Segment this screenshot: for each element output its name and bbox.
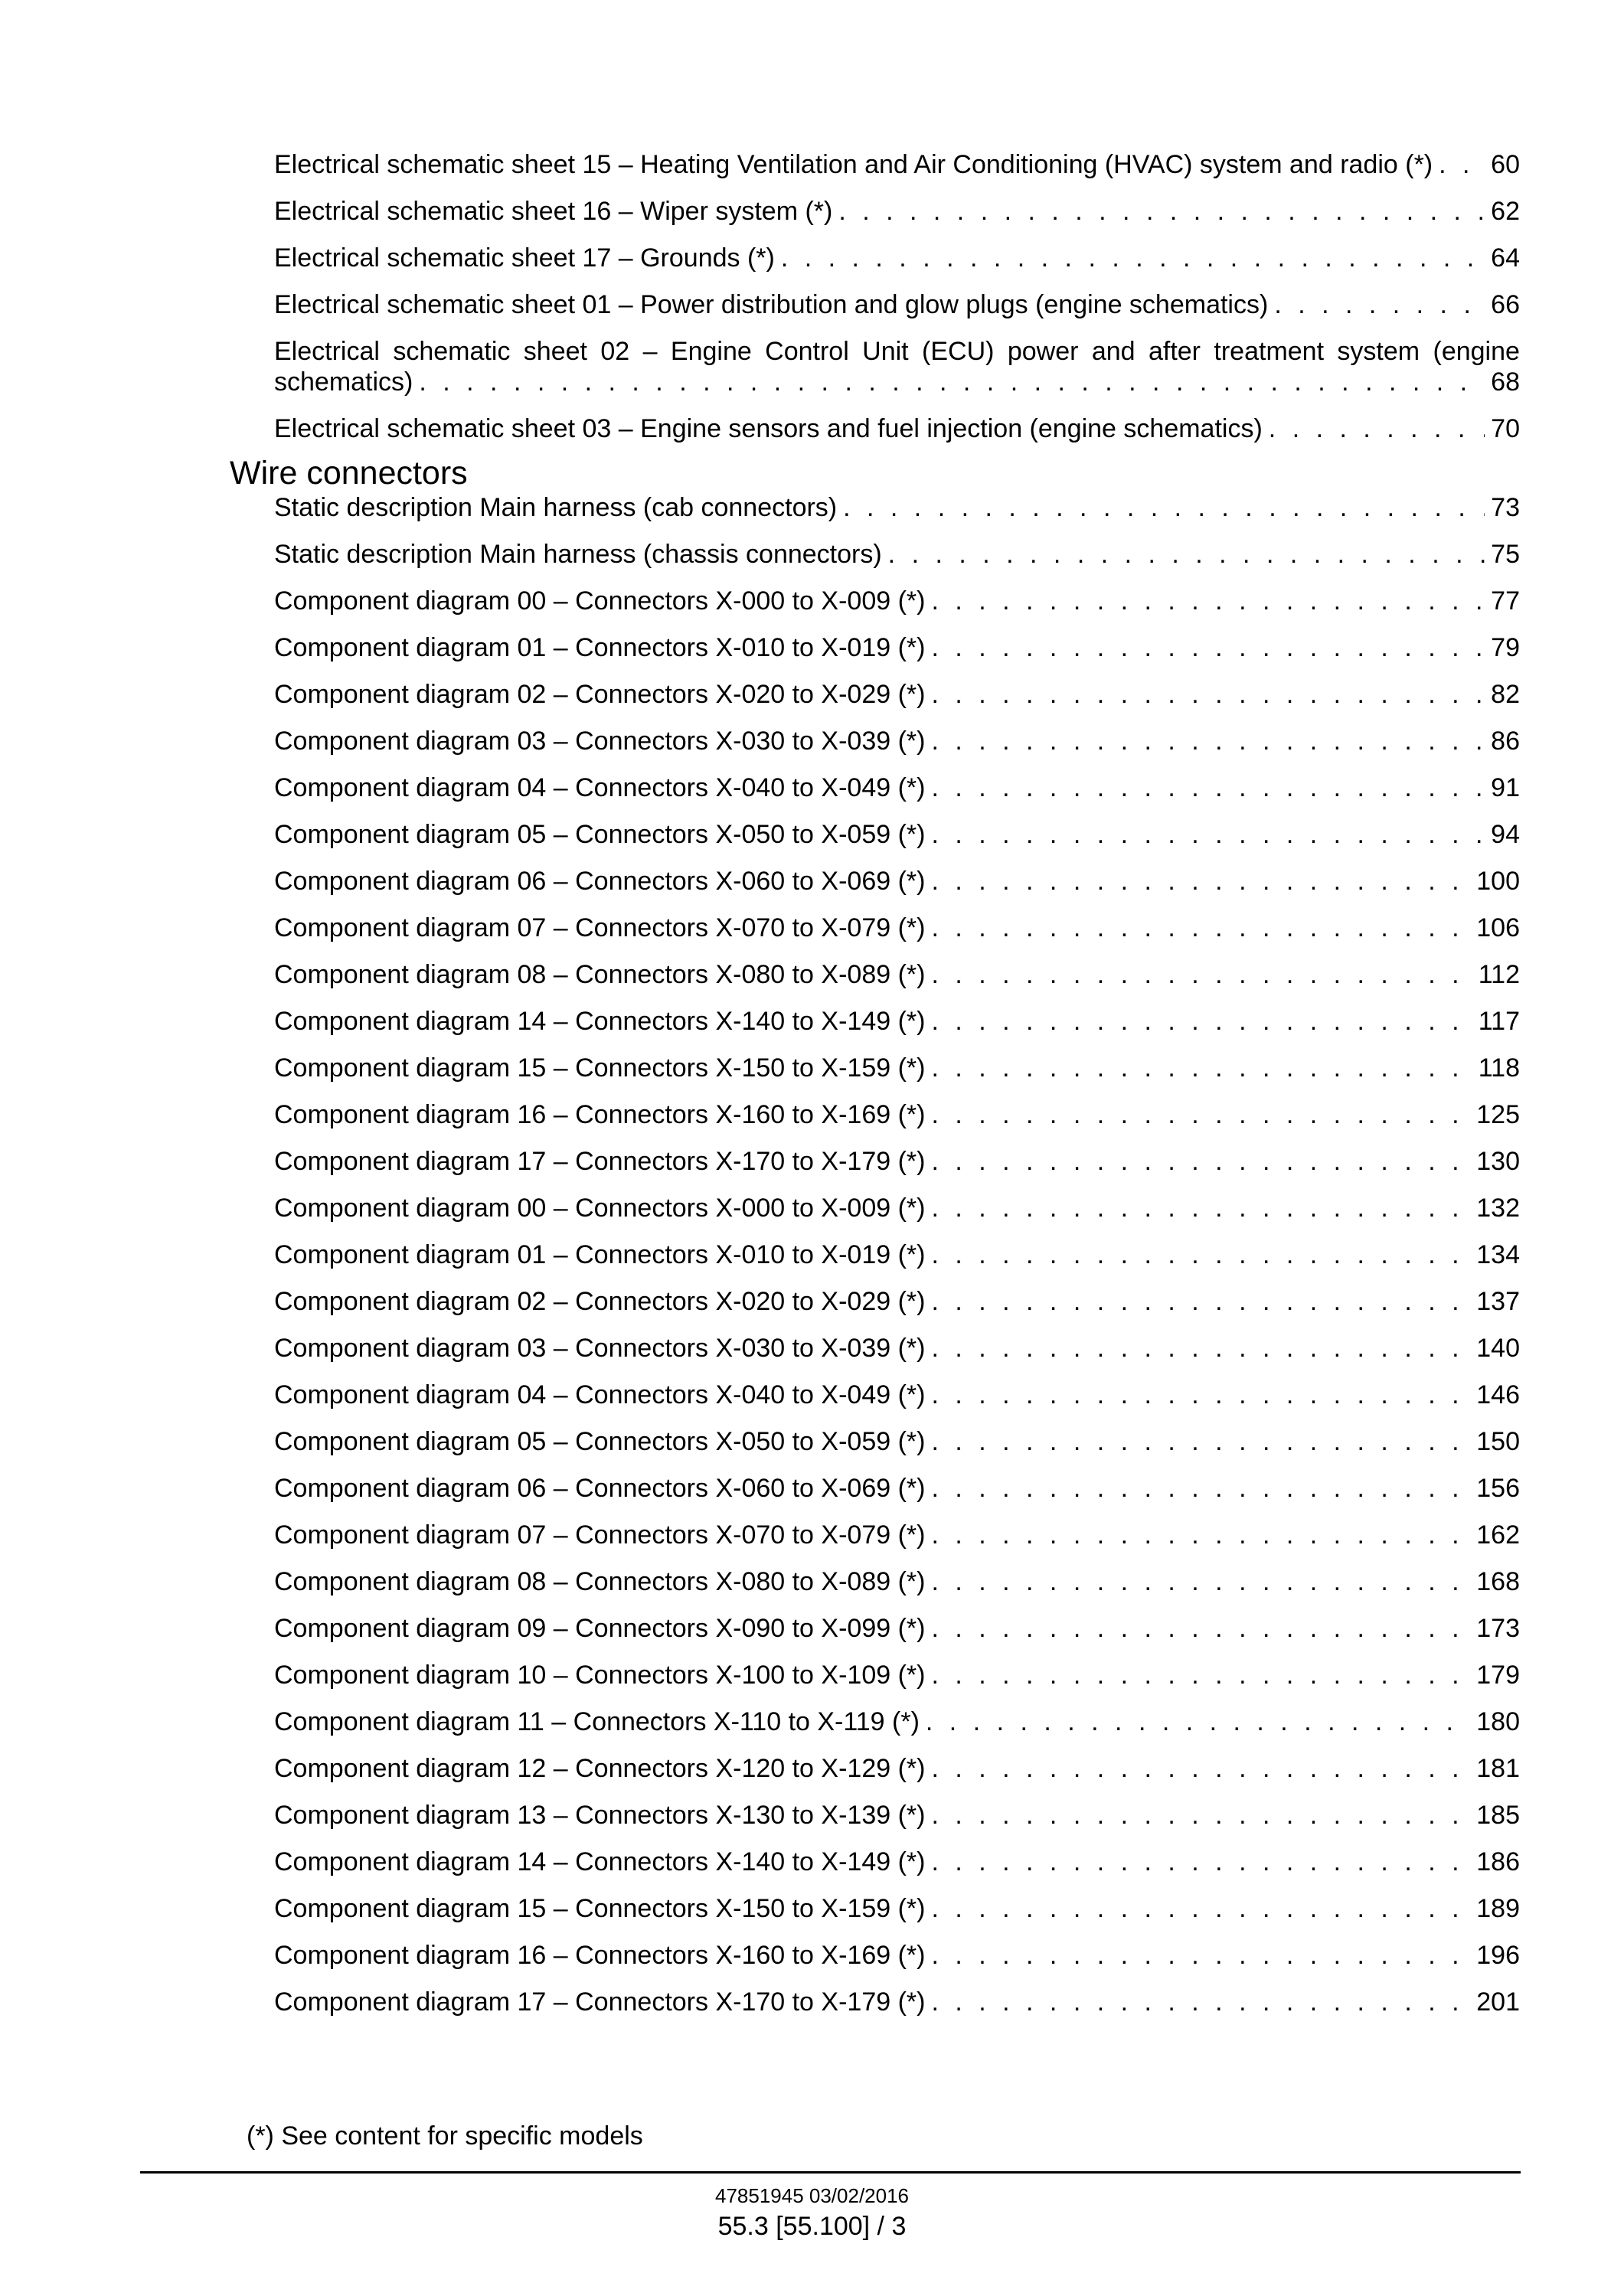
toc-entry[interactable]: [274, 959, 1520, 990]
toc-entry[interactable]: [274, 1099, 1520, 1130]
toc-entry[interactable]: [274, 1800, 1520, 1831]
toc-entry-page-number: 75: [1491, 540, 1520, 569]
toc-entry-title: Component diagram 16 – Connectors X-160 to X-169 (*): [274, 1100, 926, 1129]
toc-entry[interactable]: [274, 1239, 1520, 1270]
toc-entry[interactable]: [274, 539, 1520, 570]
toc-entry-title: Electrical schematic sheet 03 – Engine sensors and fuel injection (engine schematics): [274, 414, 1263, 443]
toc-entry-page-number: 82: [1491, 680, 1520, 709]
toc-entry[interactable]: [274, 1566, 1520, 1597]
toc-entry-title-word: Control: [765, 337, 849, 366]
toc-entry-page-number: 201: [1476, 1987, 1520, 2017]
toc-entry-page-number: 137: [1476, 1287, 1520, 1316]
toc-entry-title: Component diagram 14 – Connectors X-140 to X-149 (*): [274, 1007, 926, 1036]
toc-entry-page-number: 125: [1476, 1100, 1520, 1129]
footer-divider: [140, 2171, 1521, 2174]
toc-entry-page-number: 179: [1476, 1661, 1520, 1690]
toc-entry-title-word: (engine: [1433, 337, 1520, 366]
toc-entry-title: Static description Main harness (chassis connectors): [274, 540, 882, 569]
toc-entry[interactable]: [274, 1613, 1520, 1644]
dot-leader: [931, 1006, 1472, 1037]
footer-document-reference: 47851945 03/02/2016: [714, 2184, 910, 2207]
toc-entry[interactable]: [274, 632, 1520, 663]
toc-entry-title-word: system: [1337, 337, 1420, 366]
toc-entry-title: Component diagram 15 – Connectors X-150 to X-159 (*): [274, 1053, 926, 1083]
toc-entry-title: Component diagram 07 – Connectors X-070 to X-079 (*): [274, 1520, 926, 1550]
toc-entry[interactable]: [274, 1146, 1520, 1177]
toc-entry-page-number: 185: [1476, 1801, 1520, 1830]
toc-entry-title: Component diagram 00 – Connectors X-000 to X-009 (*): [274, 586, 926, 616]
dot-leader: [419, 367, 1485, 397]
toc-entry-page-number: 168: [1476, 1567, 1520, 1596]
toc-entry-title: Component diagram 01 – Connectors X-010 to X-019 (*): [274, 1240, 926, 1269]
dot-leader: [931, 1566, 1470, 1597]
toc-entry[interactable]: [274, 1660, 1520, 1690]
dot-leader: [843, 492, 1485, 523]
toc-entry-page-number: 162: [1476, 1520, 1520, 1550]
toc-entry-page-number: 86: [1491, 727, 1520, 756]
dot-leader: [931, 1426, 1470, 1457]
toc-entry-title: Component diagram 11 – Connectors X-110 to X-119 (*): [274, 1707, 920, 1736]
toc-entry[interactable]: [274, 149, 1520, 180]
toc-entry-page-number: 132: [1476, 1194, 1520, 1223]
dot-leader: [931, 1613, 1470, 1644]
toc-entry[interactable]: [274, 1753, 1520, 1784]
toc-entry-title: Component diagram 03 – Connectors X-030 to X-039 (*): [274, 727, 926, 756]
toc-entry-title: Component diagram 06 – Connectors X-060 to X-069 (*): [274, 1474, 926, 1503]
toc-entry-title: Component diagram 13 – Connectors X-130 to X-139 (*): [274, 1801, 926, 1830]
toc-entry-title: Component diagram 08 – Connectors X-080 to X-089 (*): [274, 1567, 926, 1596]
toc-entry-page-number: 62: [1491, 197, 1520, 226]
toc-entry[interactable]: [274, 289, 1520, 320]
toc-entry-title: Component diagram 07 – Connectors X-070 to X-079 (*): [274, 913, 926, 942]
toc-entry-title: Electrical schematic sheet 01 – Power distribution and glow plugs (engine schematics): [274, 290, 1269, 319]
toc-entry-title: Component diagram 16 – Connectors X-160 to X-169 (*): [274, 1941, 926, 1970]
toc-group-wire-connectors: [274, 492, 1520, 2017]
toc-entry-page-number: 60: [1491, 150, 1520, 179]
dot-leader: [931, 726, 1485, 756]
toc-entry-page-number: 73: [1491, 493, 1520, 522]
toc-entry[interactable]: [274, 413, 1520, 444]
toc-entry-title-word: after: [1148, 337, 1201, 366]
dot-leader: [931, 1753, 1470, 1784]
toc-entry-page-number: 196: [1476, 1941, 1520, 1970]
toc-entry[interactable]: [274, 866, 1520, 897]
dot-leader: [931, 1660, 1470, 1690]
toc-entry[interactable]: [274, 492, 1520, 523]
toc-entry[interactable]: [274, 1706, 1520, 1737]
toc-entry-page-number: 134: [1476, 1240, 1520, 1269]
toc-entry-title: Component diagram 15 – Connectors X-150 to X-159 (*): [274, 1894, 926, 1923]
toc-entry-wrapped-second-line: [274, 367, 1520, 397]
dot-leader: [1269, 413, 1485, 444]
toc-entry[interactable]: [274, 726, 1520, 756]
toc-entry-page-number: 146: [1476, 1380, 1520, 1409]
dot-leader: [931, 586, 1485, 616]
toc-entry-title-word: treatment: [1214, 337, 1325, 366]
toc-entry-title: Component diagram 17 – Connectors X-170 to X-179 (*): [274, 1147, 926, 1176]
dot-leader: [931, 679, 1485, 710]
toc-entry-page-number: 181: [1476, 1754, 1520, 1783]
toc-entry-title: Component diagram 03 – Connectors X-030 to X-039 (*): [274, 1334, 926, 1363]
dot-leader: [931, 1193, 1470, 1223]
toc-entry-title: Component diagram 06 – Connectors X-060 to X-069 (*): [274, 867, 926, 896]
toc-entry[interactable]: [274, 1847, 1520, 1877]
toc-entry-page-number: 79: [1491, 633, 1520, 662]
toc-entry[interactable]: [274, 1893, 1520, 1924]
toc-entry-title: Component diagram 09 – Connectors X-090 to X-099 (*): [274, 1614, 926, 1643]
toc-entry-title: Component diagram 02 – Connectors X-020 to X-029 (*): [274, 680, 926, 709]
toc-entry-title: Component diagram 04 – Connectors X-040 to X-049 (*): [274, 773, 926, 802]
toc-entry-title-word: schematic: [393, 337, 511, 366]
dot-leader: [931, 1239, 1470, 1270]
toc-entry-page-number: 66: [1491, 290, 1520, 319]
dot-leader: [781, 243, 1485, 273]
toc-entry-title: Electrical schematic sheet 16 – Wiper system (*): [274, 197, 833, 226]
toc-entry[interactable]: [274, 1380, 1520, 1410]
toc-entry-wrapped[interactable]: [274, 336, 1520, 397]
toc-entry[interactable]: [274, 1333, 1520, 1364]
toc-entry-title-word: power: [1007, 337, 1079, 366]
toc-entry-title: Component diagram 10 – Connectors X-100 to X-109 (*): [274, 1661, 926, 1690]
toc-entry-title-word: Electrical: [274, 337, 380, 366]
dot-leader: [1274, 289, 1485, 320]
toc-entry-page-number: 70: [1491, 414, 1520, 443]
toc-entry-page-number: 118: [1478, 1053, 1520, 1083]
dot-leader: [931, 1099, 1470, 1130]
toc-entry-title: Component diagram 00 – Connectors X-000 to X-009 (*): [274, 1194, 926, 1223]
toc-entry-page-number: 186: [1476, 1847, 1520, 1876]
toc-entry-title: Component diagram 04 – Connectors X-040 to X-049 (*): [274, 1380, 926, 1409]
toc-entry-title: Component diagram 14 – Connectors X-140 to X-149 (*): [274, 1847, 926, 1876]
toc-entry-page-number: 64: [1491, 243, 1520, 273]
section-heading-wire-connectors: Wire connectors: [230, 455, 468, 492]
toc-entry[interactable]: [274, 1473, 1520, 1504]
dot-leader: [931, 1520, 1470, 1550]
toc-entry[interactable]: [274, 1053, 1520, 1083]
toc-entry-title: Component diagram 17 – Connectors X-170 to X-179 (*): [274, 1987, 926, 2017]
toc-entry-title-continued: schematics): [274, 367, 413, 397]
dot-leader: [926, 1706, 1470, 1737]
toc-entry[interactable]: [274, 913, 1520, 943]
toc-entry-title-word: Engine: [670, 337, 752, 366]
footnote: (*) See content for specific models: [247, 2121, 643, 2151]
dot-leader: [931, 866, 1470, 897]
dot-leader: [931, 1987, 1470, 2017]
toc-entry-page-number: 156: [1476, 1474, 1520, 1503]
table-of-contents: [230, 149, 1520, 2033]
toc-entry-title: Component diagram 05 – Connectors X-050 to X-059 (*): [274, 1427, 926, 1456]
footer-page-reference: 55.3 [55.100] / 3: [717, 2212, 907, 2241]
dot-leader: [931, 819, 1485, 850]
dot-leader: [931, 632, 1485, 663]
toc-entry-title: Component diagram 01 – Connectors X-010 to X-019 (*): [274, 633, 926, 662]
toc-entry-title-word: sheet: [523, 337, 587, 366]
dot-leader: [888, 539, 1485, 570]
dot-leader: [931, 1286, 1470, 1317]
toc-entry-page-number: 94: [1491, 820, 1520, 849]
toc-entry[interactable]: [274, 1940, 1520, 1971]
toc-entry[interactable]: [274, 772, 1520, 803]
toc-entry[interactable]: [274, 819, 1520, 850]
dot-leader: [931, 772, 1485, 803]
toc-entry-title: Component diagram 12 – Connectors X-120 to X-129 (*): [274, 1754, 926, 1783]
toc-entry[interactable]: [274, 586, 1520, 616]
toc-entry-page-number: 180: [1476, 1707, 1520, 1736]
dot-leader: [838, 196, 1485, 227]
toc-entry-title-word: 02: [600, 337, 630, 366]
toc-entry-page-number: 150: [1476, 1427, 1520, 1456]
toc-entry[interactable]: [274, 196, 1520, 227]
dot-leader: [931, 959, 1472, 990]
toc-entry[interactable]: [274, 1286, 1520, 1317]
toc-entry[interactable]: [274, 1426, 1520, 1457]
dot-leader: [931, 1847, 1470, 1877]
toc-entry-title-word: –: [642, 337, 658, 366]
dot-leader: [931, 1380, 1470, 1410]
toc-entry-wrapped-first-line: [274, 336, 1520, 367]
toc-entry[interactable]: [274, 1193, 1520, 1223]
toc-entry-title: Electrical schematic sheet 17 – Grounds (*): [274, 243, 775, 273]
toc-entry[interactable]: [274, 1987, 1520, 2017]
toc-entry-title: Component diagram 08 – Connectors X-080 to X-089 (*): [274, 960, 926, 989]
toc-entry-page-number: 68: [1491, 367, 1520, 397]
toc-entry[interactable]: [274, 243, 1520, 273]
toc-entry-title-word: Unit: [862, 337, 909, 366]
toc-entry-page-number: 112: [1478, 960, 1520, 989]
toc-entry-page-number: 106: [1476, 913, 1520, 942]
dot-leader: [931, 1053, 1472, 1083]
toc-entry-title: Component diagram 02 – Connectors X-020 to X-029 (*): [274, 1287, 926, 1316]
toc-entry-page-number: 140: [1476, 1334, 1520, 1363]
toc-entry-title: Static description Main harness (cab connectors): [274, 493, 838, 522]
toc-entry-page-number: 91: [1491, 773, 1520, 802]
dot-leader: [931, 913, 1470, 943]
toc-entry-page-number: 100: [1476, 867, 1520, 896]
toc-entry-page-number: 117: [1478, 1007, 1520, 1036]
dot-leader: [931, 1940, 1470, 1971]
toc-entry-page-number: 77: [1491, 586, 1520, 616]
toc-entry-title: Electrical schematic sheet 15 – Heating Ventilation and Air Conditioning (HVAC) system and radio (*): [274, 150, 1433, 179]
toc-entry-title-word: and: [1091, 337, 1135, 366]
toc-entry-page-number: 173: [1476, 1614, 1520, 1643]
toc-entry[interactable]: [274, 1006, 1520, 1037]
toc-entry-page-number: 189: [1476, 1894, 1520, 1923]
dot-leader: [931, 1800, 1470, 1831]
toc-entry[interactable]: [274, 679, 1520, 710]
dot-leader: [931, 1893, 1470, 1924]
dot-leader: [931, 1333, 1470, 1364]
toc-entry[interactable]: [274, 1520, 1520, 1550]
toc-entry-title-word: (ECU): [922, 337, 995, 366]
dot-leader: [1439, 149, 1485, 180]
dot-leader: [931, 1146, 1470, 1177]
toc-group-electrical-schematics: [274, 149, 1520, 320]
toc-entry-page-number: 130: [1476, 1147, 1520, 1176]
dot-leader: [931, 1473, 1470, 1504]
toc-entry-title: Component diagram 05 – Connectors X-050 to X-059 (*): [274, 820, 926, 849]
